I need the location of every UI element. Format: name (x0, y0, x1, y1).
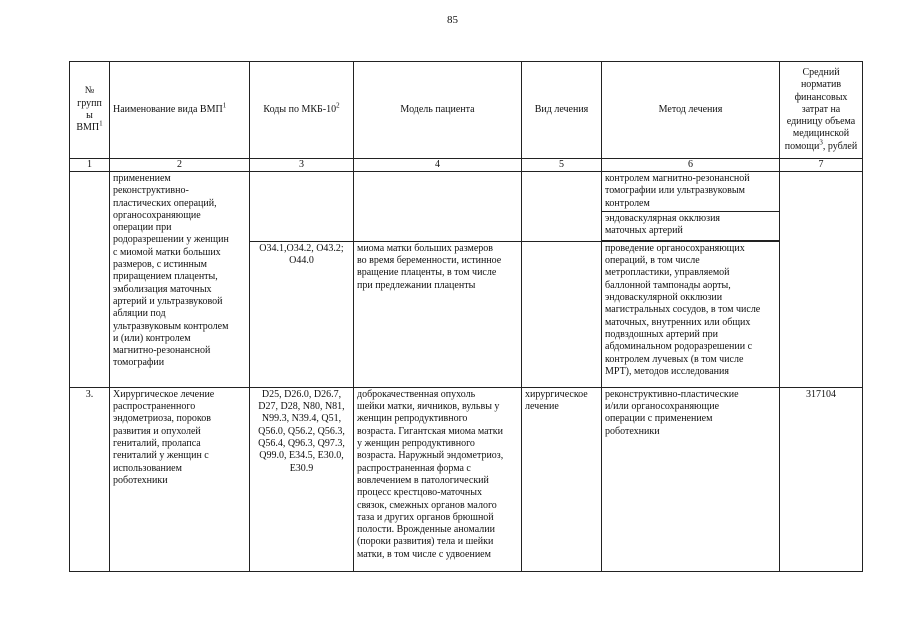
treatment-type-cell (522, 241, 602, 387)
vmp-type-cell: Хирургическое лечение распространенного эндометриоза, пороков развития и опухолей гениталий, пролапса гениталий у женщин с использованием роботехники (110, 387, 250, 571)
column-number: 7 (780, 159, 863, 172)
page-number: 85 (447, 14, 458, 26)
table-row (70, 387, 863, 571)
header-vmp-type: Наименование вида ВМП$^1$ (110, 62, 250, 159)
patient-model-cell (354, 172, 522, 242)
header-patient-model: Модель пациента (354, 62, 522, 159)
column-number-row (70, 159, 863, 172)
table-row (70, 172, 863, 212)
treatment-method-cell: эндоваскулярная окклюзия маточных артерий (602, 211, 780, 240)
header-icd-codes: Коды по МКБ-$10^2$ (250, 62, 354, 159)
patient-model-cell: доброкачественная опухоль шейки матки, яичников, вульвы у женщин репродуктивного возраста. Гигантская миома матки у женщин репродуктивного возраста. Наружный эндометриоз, распространенная форма с вовлечением в патологический процесс крестцово-маточных связок, смежных органов малого таза и других органов брюшной полости. Врожденные аномалии (пороки развития) тела и шейки матки, в том числе с удвоением (354, 387, 522, 571)
treatment-method-cell: реконструктивно-пластические и/или органосохраняющие операции с применением роботехники (602, 387, 780, 571)
treatment-method-cell: проведение органосохраняющих операций, в том числе метропластики, управляемой баллонной тампонады аорты, эндоваскулярной окклюзии магистральных сосудов, в том числе маточных, внутренних или общих подвздошных артерий при абдоминальном родоразрешении с контролем лучевых (в том числе МРТ), методов исследования (602, 241, 780, 387)
icd-codes-cell: O34.1,O34.2, O43.2; O44.0 (250, 241, 354, 387)
column-number: 3 (250, 159, 354, 172)
group-number-cell (70, 172, 110, 388)
column-number: 5 (522, 159, 602, 172)
group-number-cell: 3. (70, 387, 110, 571)
header-group-number: № групп ы ВМП$^1$ (70, 62, 110, 159)
header-row (70, 62, 863, 159)
header-treatment-method: Метод лечения (602, 62, 780, 159)
column-number: 2 (110, 159, 250, 172)
cost-cell: 317104 (780, 387, 863, 571)
patient-model-cell: миома матки больших размеров во время беременности, истинное вращение плаценты, в том числе при предлежании плаценты (354, 241, 522, 387)
treatment-type-cell: хирургическое лечение (522, 387, 602, 571)
icd-codes-cell: D25, D26.0, D26.7, D27, D28, N80, N81, N99.3, N39.4, Q51, Q56.0, Q56.2, Q56.3, Q56.4, Q96.3, Q97.3, Q99.0, E34.5, E30.0, E30.9 (250, 387, 354, 571)
icd-codes-cell (250, 172, 354, 242)
header-cost-standard: Средний норматив финансовых затрат на единицу объема медицинской помощи$^3$, рублей (780, 62, 863, 159)
column-number: 1 (70, 159, 110, 172)
cost-cell (780, 172, 863, 388)
treatment-method-cell: контролем магнитно-резонансной томографии или ультразвуковым контролем (602, 172, 780, 212)
header-treatment-type: Вид лечения (522, 62, 602, 159)
vmp-table (69, 61, 863, 572)
column-number: 4 (354, 159, 522, 172)
vmp-type-cell: применением реконструктивно- пластических операций, органосохраняющие операции при родоразрешении у женщин с миомой матки больших размеров, с истинным приращением плаценты, эмболизация маточных артерий и ультразвуковой абляции под ультразвуковым контролем и (или) контролем магнитно-резонансной томографии (110, 172, 250, 388)
column-number: 6 (602, 159, 780, 172)
treatment-type-cell (522, 172, 602, 242)
